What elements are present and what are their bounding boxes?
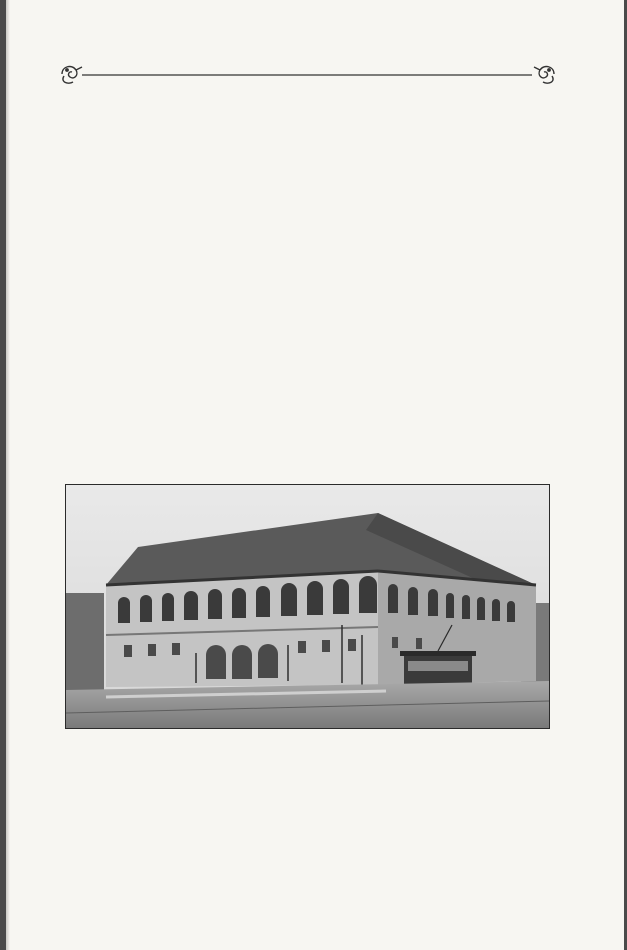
book-page xyxy=(6,0,624,950)
ornamental-header-rule xyxy=(58,62,558,86)
library-photo xyxy=(65,484,550,729)
right-ornament-icon xyxy=(534,67,554,84)
left-ornament-icon xyxy=(62,67,82,84)
